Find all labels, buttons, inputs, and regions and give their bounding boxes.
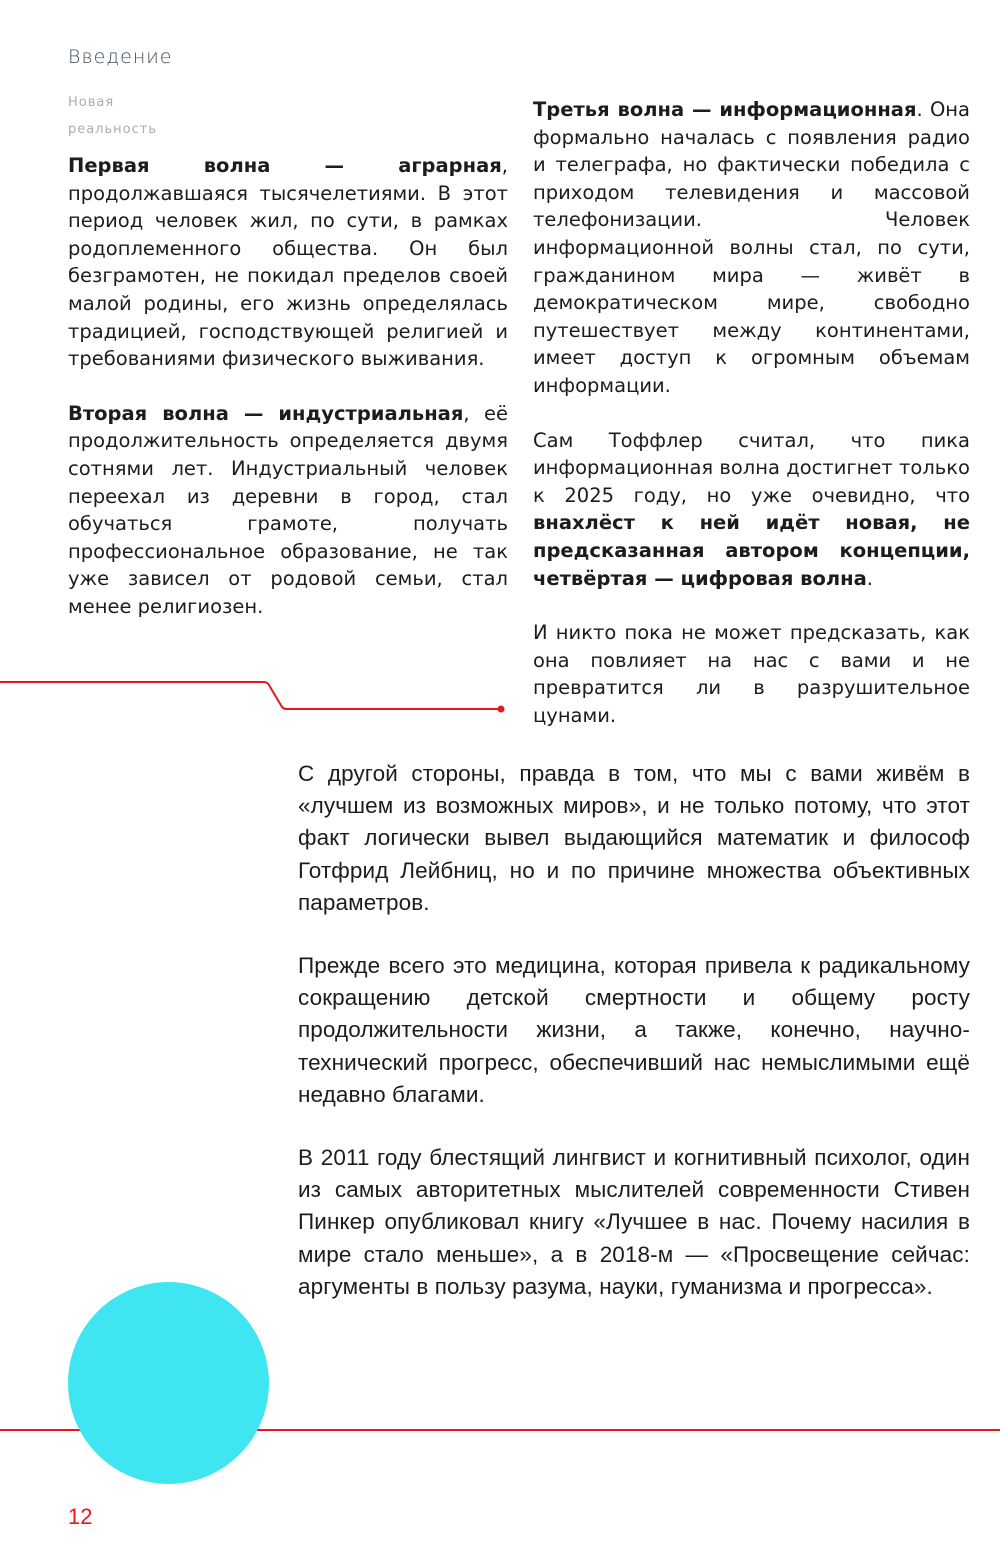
- toffler-end: .: [866, 566, 873, 590]
- first-wave-heading: Первая волна — аграрная: [68, 154, 502, 177]
- paragraph-first-wave: [68, 152, 508, 373]
- first-wave-text: , продолжавшаяся тысячелетиями. В этот период человек жил, по сути, в рамках родоплеменного общества. Он был безграмотен, не покидал пределов своей малой родины, его жизнь определялась традицией, господствующей религией и требованиями физического выживания.: [68, 154, 508, 371]
- third-wave-text: . Она формально началась с появления радио и телеграфа, но фактически победила с приходом телевидения и массовой телефонизации. Человек информационной волны стал, по сути, гражданином мира — живёт в демократическом мире, свободно путешествует между континентами, имеет доступ к огромным объемам информации.: [533, 98, 970, 397]
- second-wave-heading: Вторая волна — индустриальная: [68, 401, 464, 425]
- decorative-cyan-circle: [68, 1282, 269, 1484]
- left-column: [68, 152, 508, 648]
- section-subtitle-line1: Новая: [68, 95, 115, 110]
- paragraph-tsunami: И никто пока не может предсказать, как она повлияет на нас с вами и не превратится ли в разрушительное цунами.: [533, 621, 970, 727]
- toffler-text: Сам Тоффлер считал, что пика информационная волна достигнет только к 2025 году, но уже очевидно, что: [533, 428, 970, 507]
- second-wave-text: , её продолжительность определяется двумя сотнями лет. Индустриальный человек переехал из деревни в город, стал обучаться грамоте, получать профессиональное образование, не так уже зависел от родовой семьи, стал менее религиозен.: [68, 401, 508, 618]
- paragraph-medicine: Прежде всего это медицина, которая привела к радикальному сокращению детской смертности и общему росту продолжительности жизни, а также, конечно, научно-технический прогресс, обеспечивший нас немыслимыми ещё недавно благами.: [298, 953, 970, 1107]
- paragraph-third-wave: [533, 96, 970, 400]
- stepped-divider-line: [0, 682, 501, 709]
- main-text: [298, 758, 970, 1334]
- fourth-wave-emphasis: внахлёст к ней идёт новая, не предсказанная автором концепции, четвёртая — цифровая волна: [533, 511, 970, 590]
- right-column: [533, 96, 970, 756]
- section-title: Введение: [68, 46, 173, 68]
- paragraph-second-wave: [68, 400, 508, 621]
- section-subtitle-line2: реальность: [68, 122, 158, 137]
- third-wave-heading: Третья волна — информационная: [533, 98, 917, 121]
- divider-end-dot: [498, 706, 505, 713]
- section-subtitle: [68, 89, 208, 143]
- paragraph-toffler: [533, 427, 970, 593]
- paragraph-pinker: В 2011 году блестящий лингвист и когнитивный психолог, один из самых авторитетных мыслителей современности Стивен Пинкер опубликовал книгу «Лучшее в нас. Почему насилия в мире стало меньше», а в 2018-м — «Просвещение сейчас: аргументы в пользу разума, науки, гуманизма и прогресса».: [298, 1145, 970, 1299]
- page-number: 12: [68, 1504, 93, 1529]
- paragraph-leibniz: С другой стороны, правда в том, что мы с вами живём в «лучшем из возможных миров», и не только потому, что этот факт логически вывел выдающийся математик и философ Готфрид Лейбниц, но и по причине множества объективных параметров.: [298, 761, 970, 915]
